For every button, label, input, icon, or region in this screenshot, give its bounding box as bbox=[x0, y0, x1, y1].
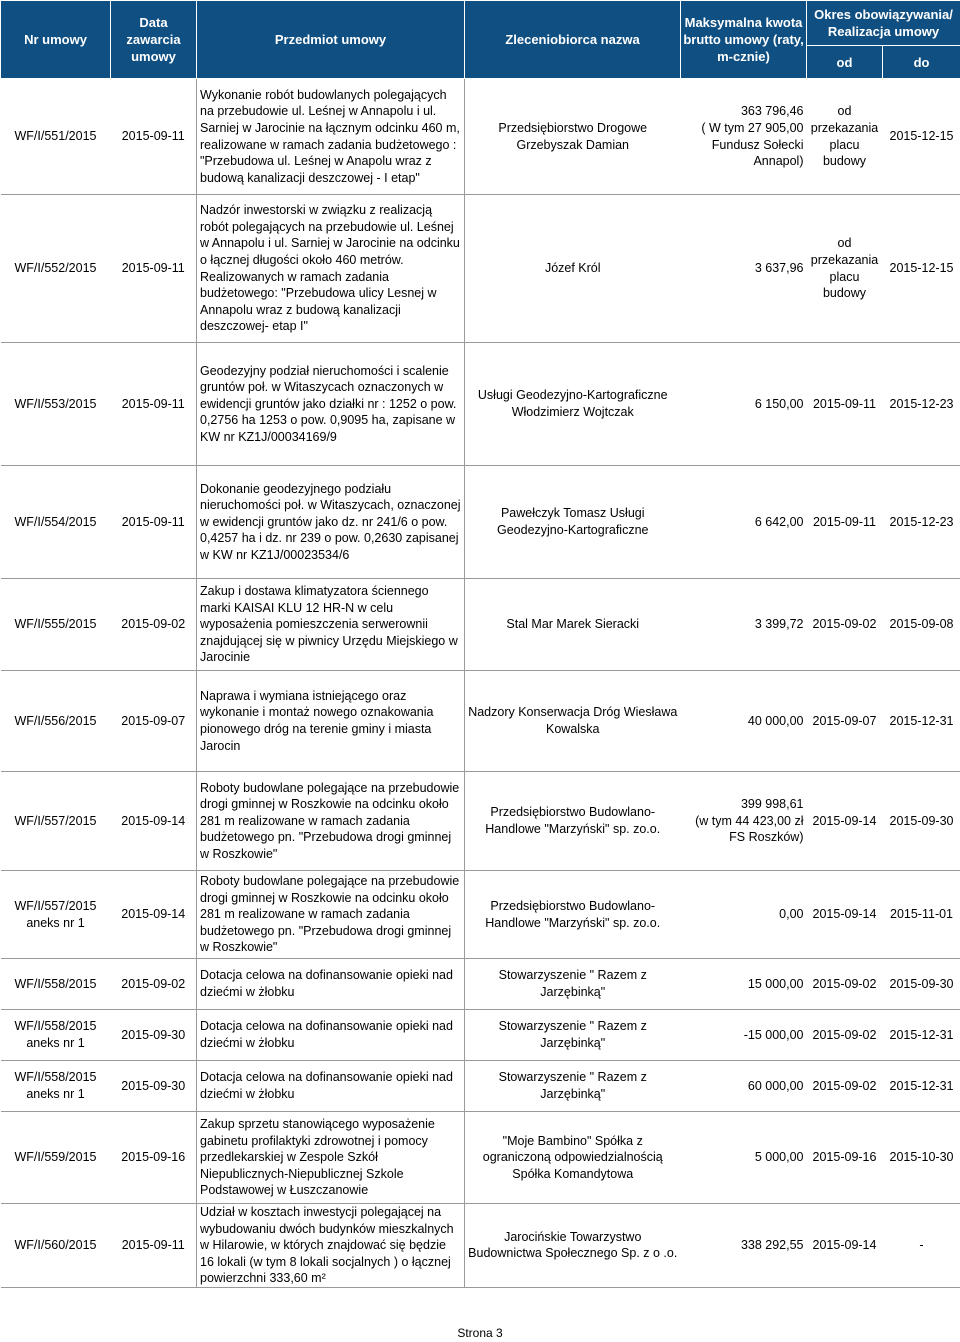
period-to: 2015-11-01 bbox=[883, 871, 960, 959]
contract-number: WF/I/555/2015 bbox=[1, 579, 111, 671]
contract-subject: Roboty budowlane polegające na przebudowie drogi gminnej w Roszkowie na odcinku około 281 m realizowane w ramach zadania budżetowego pn. "Przebudowa drogi gminnej w Roszkowie" bbox=[197, 772, 465, 871]
contract-date: 2015-09-02 bbox=[111, 579, 197, 671]
period-to: 2015-12-15 bbox=[883, 195, 960, 343]
header-period: Okres obowiązywania/ Realizacja umowy bbox=[807, 1, 960, 46]
page-footer: Strona 3 bbox=[457, 1326, 503, 1340]
max-amount: 15 000,00 bbox=[681, 959, 807, 1010]
contractor-name: Jarocińskie Towarzystwo Budownictwa Społecznego Sp. z o .o. bbox=[465, 1204, 681, 1288]
contractor-name: Stowarzyszenie " Razem z Jarzębinką" bbox=[465, 959, 681, 1010]
period-to: 2015-12-31 bbox=[883, 1010, 960, 1061]
table-row bbox=[1, 1061, 960, 1112]
header-contractor: Zleceniobiorca nazwa bbox=[465, 1, 681, 79]
table-row bbox=[1, 959, 960, 1010]
period-from: 2015-09-11 bbox=[807, 343, 883, 466]
contract-date: 2015-09-14 bbox=[111, 772, 197, 871]
contractor-name: Stowarzyszenie " Razem z Jarzębinką" bbox=[465, 1061, 681, 1112]
contract-subject: Udział w kosztach inwestycji polegającej na wybudowaniu dwóch budynków mieszkalnych w Hilarowie, w których znajdować się będzie 16 lokali (w tym 8 lokali socjalnych ) o łącznej powierzchni 333,60 m² bbox=[197, 1204, 465, 1288]
contractor-name: Usługi Geodezyjno-Kartograficzne Włodzimierz Wojtczak bbox=[465, 343, 681, 466]
contract-date: 2015-09-30 bbox=[111, 1061, 197, 1112]
table-row bbox=[1, 871, 960, 959]
period-from: 2015-09-02 bbox=[807, 1061, 883, 1112]
contractor-name: "Moje Bambino" Spółka z ograniczoną odpowiedzialnością Spółka Komandytowa bbox=[465, 1112, 681, 1204]
contract-subject: Dotacja celowa na dofinansowanie opieki nad dziećmi w żłobku bbox=[197, 1010, 465, 1061]
contractor-name: Nadzory Konserwacja Dróg Wiesława Kowalska bbox=[465, 671, 681, 772]
contractor-name: Przedsiębiorstwo Budowlano-Handlowe "Marzyński" sp. zo.o. bbox=[465, 871, 681, 959]
table-row bbox=[1, 579, 960, 671]
contractor-name: Pawełczyk Tomasz Usługi Geodezyjno-Kartograficzne bbox=[465, 466, 681, 579]
contract-date: 2015-09-02 bbox=[111, 959, 197, 1010]
contract-number: WF/I/560/2015 bbox=[1, 1204, 111, 1288]
table-row bbox=[1, 195, 960, 343]
contract-subject: Roboty budowlane polegające na przebudowie drogi gminnej w Roszkowie na odcinku około 281 m realizowane w ramach zadania budżetowego pn. "Przebudowa drogi gminnej w Roszkowie" bbox=[197, 871, 465, 959]
period-from: 2015-09-16 bbox=[807, 1112, 883, 1204]
header-nr: Nr umowy bbox=[1, 1, 111, 79]
contractor-name: Józef Król bbox=[465, 195, 681, 343]
max-amount: 5 000,00 bbox=[681, 1112, 807, 1204]
header-to: do bbox=[883, 46, 960, 79]
period-from: 2015-09-14 bbox=[807, 772, 883, 871]
contract-subject: Wykonanie robót budowlanych polegających na przebudowie ul. Leśnej w Annapolu i ul. Sarniej w Jarocinie na łącznym odcinku 460 m, realizowane w ramach zadania budżetowego : "Przebudowa ul. Leśnej w Anapolu wraz z budową kanalizacji deszczowej - I etap" bbox=[197, 79, 465, 195]
table-row bbox=[1, 79, 960, 195]
max-amount: 6 150,00 bbox=[681, 343, 807, 466]
period-to: 2015-10-30 bbox=[883, 1112, 960, 1204]
contractor-name: Przedsiębiorstwo Budowlano-Handlowe "Marzyński" sp. zo.o. bbox=[465, 772, 681, 871]
contract-number: WF/I/559/2015 bbox=[1, 1112, 111, 1204]
contract-number: WF/I/554/2015 bbox=[1, 466, 111, 579]
table-row bbox=[1, 1010, 960, 1061]
contract-date: 2015-09-14 bbox=[111, 871, 197, 959]
contract-number: WF/I/558/2015 bbox=[1, 959, 111, 1010]
contract-number: WF/I/553/2015 bbox=[1, 343, 111, 466]
contract-subject: Dokonanie geodezyjnego podziału nieruchomości poł. w Witaszycach, oznaczonej w ewidencji gruntów jako dz. nr 241/6 o pow. 0,4257 ha i dz. nr 239 o pow. 0,2630 zapisanej w KW nr KZ1J/00023534/6 bbox=[197, 466, 465, 579]
contractor-name: Stal Mar Marek Sieracki bbox=[465, 579, 681, 671]
header-from: od bbox=[807, 46, 883, 79]
period-from: 2015-09-07 bbox=[807, 671, 883, 772]
period-from: 2015-09-02 bbox=[807, 1010, 883, 1061]
contractor-name: Przedsiębiorstwo Drogowe Grzebyszak Damian bbox=[465, 79, 681, 195]
header-subject: Przedmiot umowy bbox=[197, 1, 465, 79]
max-amount: 363 796,46 ( W tym 27 905,00 Fundusz Sołecki Annapol) bbox=[681, 79, 807, 195]
table-header bbox=[1, 1, 960, 79]
contract-number: WF/I/558/2015 aneks nr 1 bbox=[1, 1061, 111, 1112]
table-body bbox=[1, 79, 960, 1288]
table-row bbox=[1, 466, 960, 579]
period-to: 2015-09-30 bbox=[883, 959, 960, 1010]
contract-date: 2015-09-30 bbox=[111, 1010, 197, 1061]
contract-number: WF/I/552/2015 bbox=[1, 195, 111, 343]
contract-date: 2015-09-11 bbox=[111, 466, 197, 579]
period-from: 2015-09-14 bbox=[807, 871, 883, 959]
max-amount: 60 000,00 bbox=[681, 1061, 807, 1112]
period-to: 2015-12-23 bbox=[883, 466, 960, 579]
table-row bbox=[1, 772, 960, 871]
table-row bbox=[1, 343, 960, 466]
contract-subject: Dotacja celowa na dofinansowanie opieki nad dziećmi w żłobku bbox=[197, 1061, 465, 1112]
period-to: 2015-12-31 bbox=[883, 1061, 960, 1112]
contract-subject: Naprawa i wymiana istniejącego oraz wykonanie i montaż nowego oznakowania pionowego dróg na terenie gminy i miasta Jarocin bbox=[197, 671, 465, 772]
period-from: 2015-09-14 bbox=[807, 1204, 883, 1288]
contract-number: WF/I/558/2015 aneks nr 1 bbox=[1, 1010, 111, 1061]
max-amount: 3 399,72 bbox=[681, 579, 807, 671]
period-to: - bbox=[883, 1204, 960, 1288]
period-from: 2015-09-02 bbox=[807, 959, 883, 1010]
contract-date: 2015-09-11 bbox=[111, 79, 197, 195]
period-to: 2015-09-30 bbox=[883, 772, 960, 871]
max-amount: 399 998,61 (w tym 44 423,00 zł FS Roszków) bbox=[681, 772, 807, 871]
period-from: od przekazania placu budowy bbox=[807, 195, 883, 343]
period-from: 2015-09-11 bbox=[807, 466, 883, 579]
max-amount: 338 292,55 bbox=[681, 1204, 807, 1288]
period-to: 2015-09-08 bbox=[883, 579, 960, 671]
header-amount: Maksymalna kwota brutto umowy (raty, m-cznie) bbox=[681, 1, 807, 79]
contract-number: WF/I/556/2015 bbox=[1, 671, 111, 772]
table-row bbox=[1, 1112, 960, 1204]
period-to: 2015-12-31 bbox=[883, 671, 960, 772]
contract-number: WF/I/557/2015 bbox=[1, 772, 111, 871]
contract-date: 2015-09-11 bbox=[111, 195, 197, 343]
contract-subject: Geodezyjny podział nieruchomości i scalenie gruntów poł. w Witaszycach oznaczonych w ewidencji gruntów jako działki nr : 1252 o pow. 0,2756 ha 1253 o pow. 0,9095 ha, zapisane w KW nr KZ1J/00034169/9 bbox=[197, 343, 465, 466]
max-amount: 0,00 bbox=[681, 871, 807, 959]
max-amount: -15 000,00 bbox=[681, 1010, 807, 1061]
contract-date: 2015-09-11 bbox=[111, 1204, 197, 1288]
contract-subject: Zakup i dostawa klimatyzatora ściennego marki KAISAI KLU 12 HR-N w celu wyposażenia pomieszczenia serwerownii znajdującej się w piwnicy Urzędu Miejskiego w Jarocinie bbox=[197, 579, 465, 671]
period-from: od przekazania placu budowy bbox=[807, 79, 883, 195]
max-amount: 6 642,00 bbox=[681, 466, 807, 579]
contract-number: WF/I/557/2015 aneks nr 1 bbox=[1, 871, 111, 959]
header-date: Data zawarcia umowy bbox=[111, 1, 197, 79]
contract-date: 2015-09-16 bbox=[111, 1112, 197, 1204]
period-to: 2015-12-15 bbox=[883, 79, 960, 195]
contract-number: WF/I/551/2015 bbox=[1, 79, 111, 195]
contractor-name: Stowarzyszenie " Razem z Jarzębinką" bbox=[465, 1010, 681, 1061]
period-to: 2015-12-23 bbox=[883, 343, 960, 466]
contract-date: 2015-09-07 bbox=[111, 671, 197, 772]
max-amount: 3 637,96 bbox=[681, 195, 807, 343]
max-amount: 40 000,00 bbox=[681, 671, 807, 772]
contract-date: 2015-09-11 bbox=[111, 343, 197, 466]
contract-subject: Dotacja celowa na dofinansowanie opieki nad dziećmi w żłobku bbox=[197, 959, 465, 1010]
table-row bbox=[1, 1204, 960, 1288]
contract-subject: Nadzór inwestorski w związku z realizacją robót polegających na przebudowie ul. Leśnej w Annapolu i ul. Sarniej w Jarocinie na odcinku o łącznej długości około 460 metrów. Realizowanych w ramach zadania budżetowego: "Przebudowa ulicy Lesnej w Annapolu wraz z budową kanalizacji deszczowej- etap I" bbox=[197, 195, 465, 343]
contract-subject: Zakup sprzetu stanowiącego wyposażenie gabinetu profilaktyki zdrowotnej i pomocy przedlekarskiej w Zespole Szkół Niepublicznych-Niepublicznej Szkole Podstawowej w Łuszczanowie bbox=[197, 1112, 465, 1204]
period-from: 2015-09-02 bbox=[807, 579, 883, 671]
table-row bbox=[1, 671, 960, 772]
